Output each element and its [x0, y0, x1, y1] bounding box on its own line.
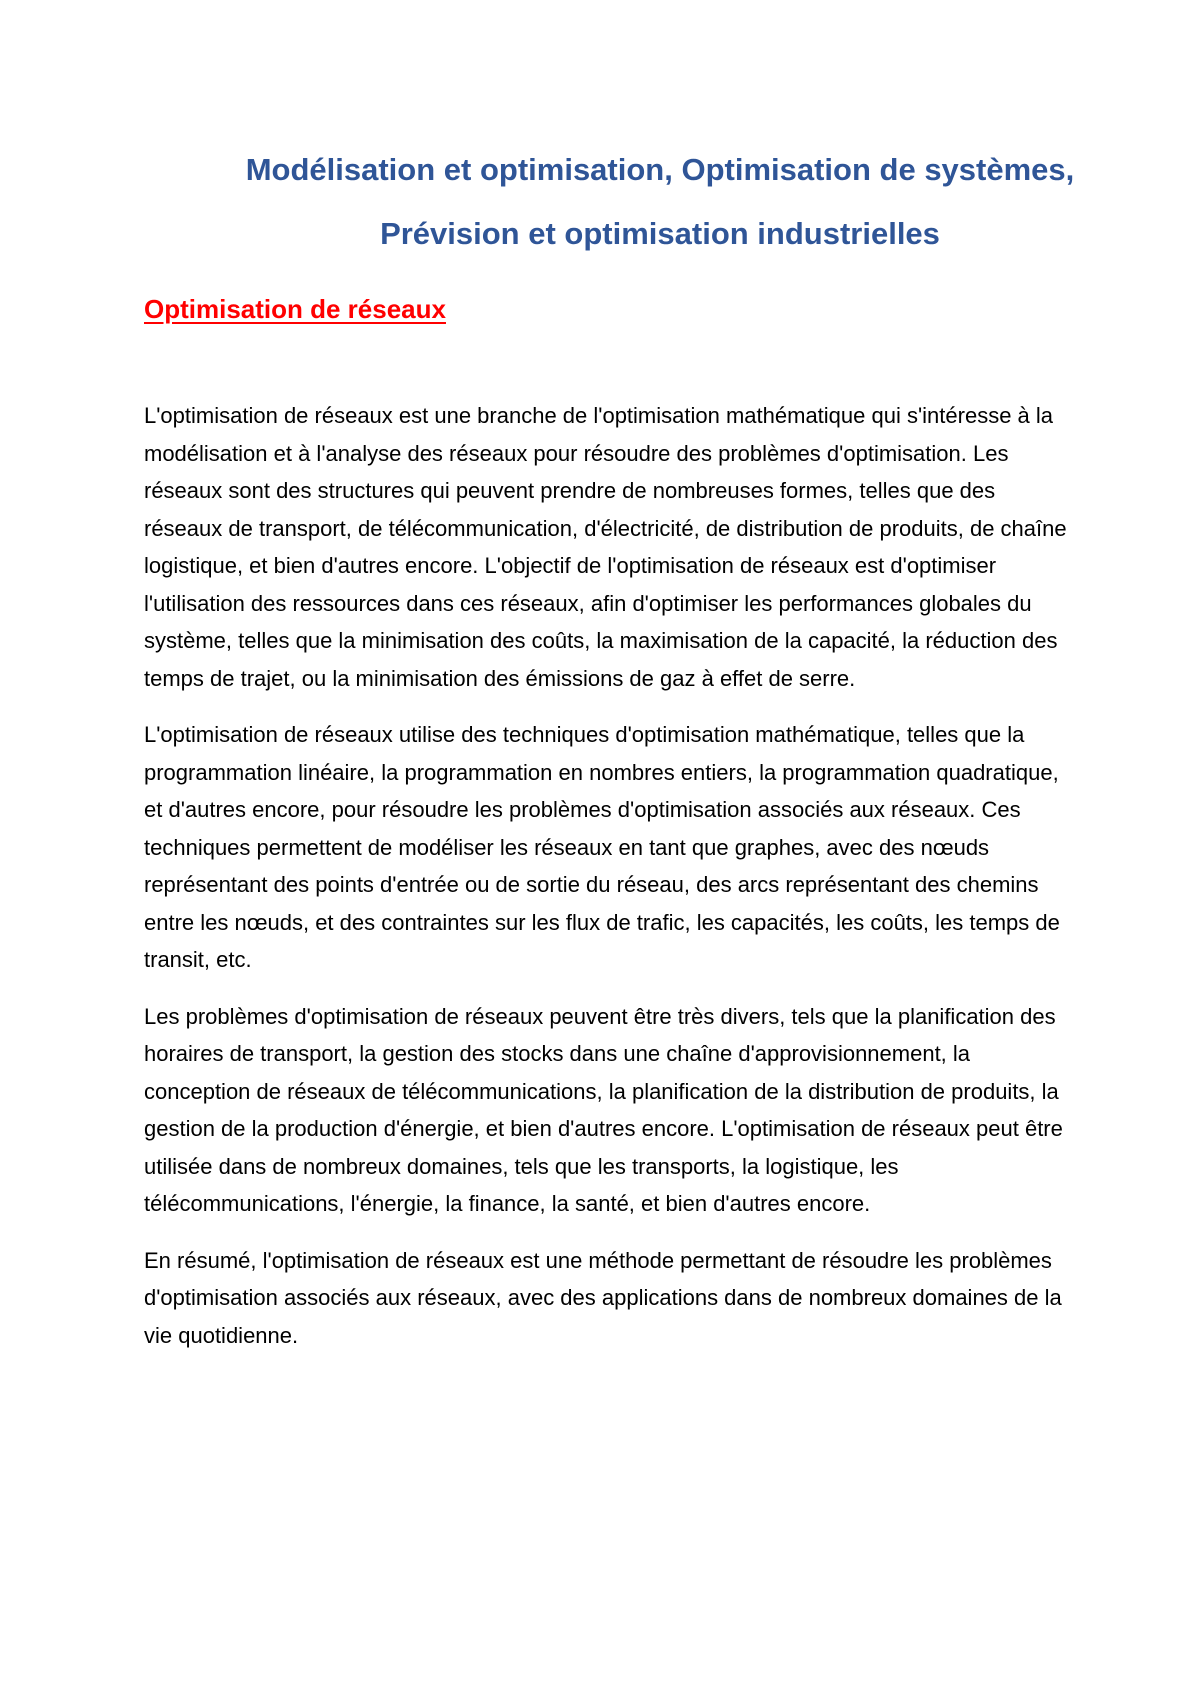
body-paragraph: Les problèmes d'optimisation de réseaux peuvent être très divers, tels que la planification des horaires de transport, la gestion des stocks dans une chaîne d'approvisionnement, la conception de réseaux de télécommunications, la planification de la distribution de produits, la gestion de la production d'énergie, et bien d'autres encore. L'optimisation de réseaux peut être utilisée dans de nombreux domaines, tels que les transports, la logistique, les télécommunications, l'énergie, la finance, la santé, et bien d'autres encore. [144, 1003, 1063, 1216]
section-heading: Optimisation de réseaux [144, 294, 446, 324]
document-body [144, 397, 1074, 1373]
document-title: Modélisation et optimisation, Optimisation de systèmes, Prévision et optimisation industrielles [245, 152, 1075, 251]
body-paragraph: L'optimisation de réseaux est une branche de l'optimisation mathématique qui s'intéresse à la modélisation et à l'analyse des réseaux pour résoudre des problèmes d'optimisation. Les réseaux sont des structures qui peuvent prendre de nombreuses formes, telles que des réseaux de transport, de télécommunication, d'électricité, de distribution de produits, de chaîne logistique, et bien d'autres encore. L'objectif de l'optimisation de réseaux est d'optimiser l'utilisation des ressources dans ces réseaux, afin d'optimiser les performances globales du système, telles que la minimisation des coûts, la maximisation de la capacité, la réduction des temps de trajet, ou la minimisation des émissions de gaz à effet de serre. [144, 403, 1067, 691]
body-paragraph: L'optimisation de réseaux utilise des techniques d'optimisation mathématique, telles que la programmation linéaire, la programmation en nombres entiers, la programmation quadratique, et d'autres encore, pour résoudre les problèmes d'optimisation associés aux réseaux. Ces techniques permettent de modéliser les réseaux en tant que graphes, avec des nœuds représentant des points d'entrée ou de sortie du réseau, des arcs représentant des chemins entre les nœuds, et des contraintes sur les flux de trafic, les capacités, les coûts, les temps de transit, etc. [144, 722, 1060, 972]
body-paragraph: En résumé, l'optimisation de réseaux est une méthode permettant de résoudre les problèmes d'optimisation associés aux réseaux, avec des applications dans de nombreux domaines de la vie quotidienne. [144, 1247, 1062, 1348]
